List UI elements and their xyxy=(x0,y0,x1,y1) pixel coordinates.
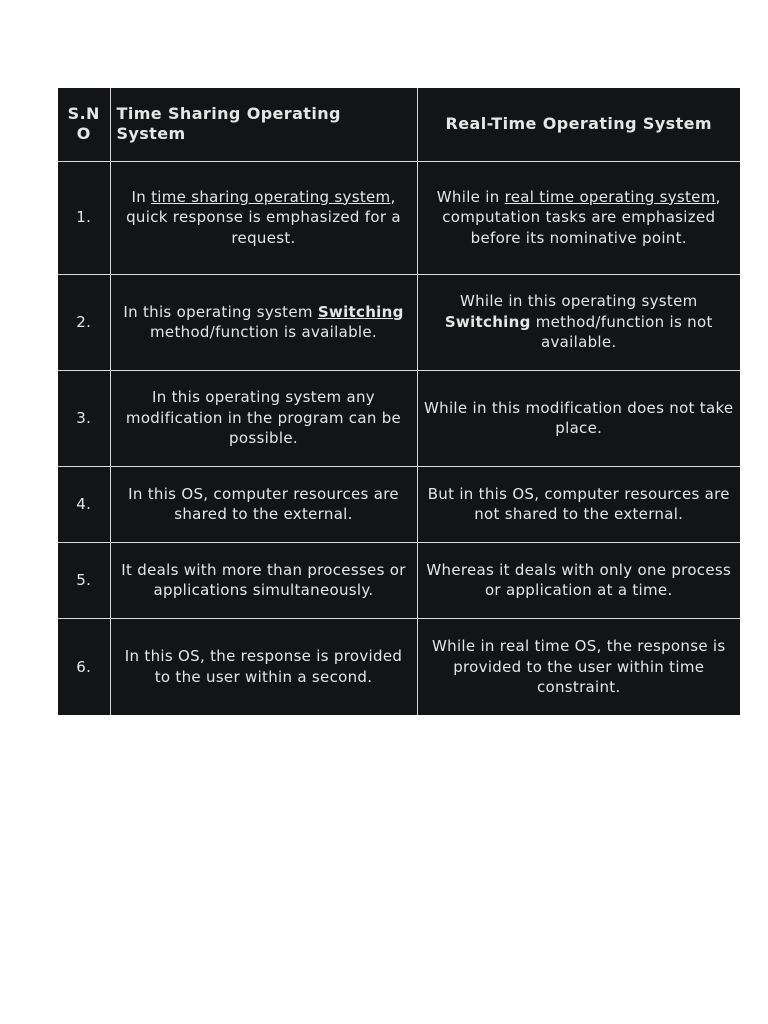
comparison-table-container xyxy=(58,88,740,715)
row-number: 1. xyxy=(58,161,110,274)
switching-link[interactable]: Switching xyxy=(317,302,404,321)
cell-text: , computation tasks are emphasized before its nominative point. xyxy=(442,187,721,247)
switching-term: Switching xyxy=(444,312,531,331)
time-sharing-os-link[interactable]: time sharing operating system xyxy=(151,187,391,206)
cell-text: While in this operating system xyxy=(459,292,698,311)
time-sharing-cell: In this operating system any modification in the program can be possible. xyxy=(110,370,417,466)
header-time-sharing: Time Sharing Operating System xyxy=(110,88,417,161)
time-sharing-cell: In this OS, computer resources are shared to the external. xyxy=(110,466,417,542)
table-row xyxy=(58,161,740,274)
time-sharing-cell: In this OS, the response is provided to the user within a second. xyxy=(110,618,417,715)
row-number: 5. xyxy=(58,542,110,618)
header-real-time: Real-Time Operating System xyxy=(417,88,740,161)
time-sharing-cell xyxy=(110,274,417,370)
real-time-cell xyxy=(417,274,740,370)
real-time-cell: But in this OS, computer resources are not shared to the external. xyxy=(417,466,740,542)
row-number: 2. xyxy=(58,274,110,370)
table-row xyxy=(58,542,740,618)
row-number: 4. xyxy=(58,466,110,542)
table-header-row xyxy=(58,88,740,161)
real-time-cell: While in real time OS, the response is provided to the user within time constraint. xyxy=(417,618,740,715)
cell-text: , quick response is emphasized for a request. xyxy=(126,187,401,247)
cell-text: method/function is not available. xyxy=(530,312,713,352)
table-row xyxy=(58,274,740,370)
cell-text: In this operating system xyxy=(123,302,318,321)
time-sharing-cell: It deals with more than processes or applications simultaneously. xyxy=(110,542,417,618)
row-number: 6. xyxy=(58,618,110,715)
comparison-table xyxy=(58,88,740,715)
real-time-cell xyxy=(417,161,740,274)
table-row xyxy=(58,466,740,542)
cell-text: method/function is available. xyxy=(150,323,377,341)
time-sharing-cell xyxy=(110,161,417,274)
real-time-cell: While in this modification does not take place. xyxy=(417,370,740,466)
table-row xyxy=(58,370,740,466)
header-sno: S.NO xyxy=(58,88,110,161)
row-number: 3. xyxy=(58,370,110,466)
cell-text: In xyxy=(131,187,152,206)
real-time-cell: Whereas it deals with only one process or application at a time. xyxy=(417,542,740,618)
cell-text: While in xyxy=(436,187,505,206)
table-row xyxy=(58,618,740,715)
real-time-os-link[interactable]: real time operating system xyxy=(504,187,716,206)
